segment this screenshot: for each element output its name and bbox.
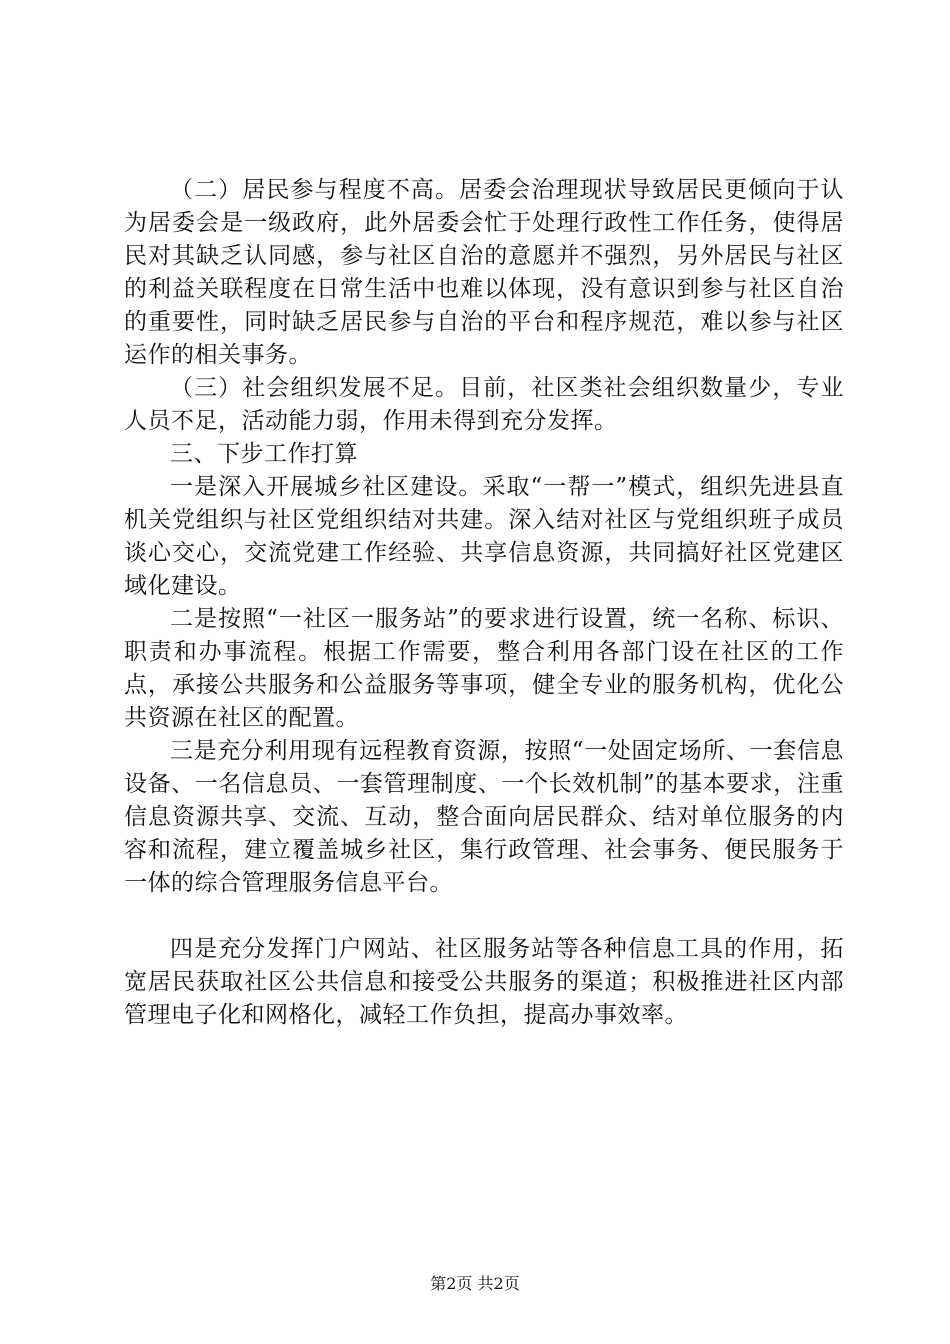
section-heading-next-steps: 三、下步工作打算 — [170, 441, 358, 467]
paragraph-social-organizations: （三）社会组织发展不足。目前，社区类社会组织数量少，专业人员不足，活动能力弱，作用未得到充分发挥。 — [124, 375, 844, 434]
paragraph-point-four: 四是充分发挥门户网站、社区服务站等各种信息工具的作用，拓宽居民获取社区公共信息和接受公共服务的渠道；积极推进社区内部管理电子化和网格化，减轻工作负担，提高办事效率。 — [124, 936, 844, 1028]
paragraph-point-one: 一是深入开展城乡社区建设。采取“一帮一”模式，组织先进县直机关党组织与社区党组织结对共建。深入结对社区与党组织班子成员谈心交心，交流党建工作经验、共享信息资源，共同搞好社区党建区域化建设。 — [124, 474, 844, 599]
page-footer: 第2页 共2页 — [430, 1274, 520, 1293]
paragraph-residents-participation: （二）居民参与程度不高。居委会治理现状导致居民更倾向于认为居委会是一级政府，此外居委会忙于处理行政性工作任务，使得居民对其缺乏认同感，参与社区自治的意愿并不强烈，另外居民与社区的利益关联程度在日常生活中也难以体现，没有意识到参与社区自治的重要性，同时缺乏居民参与自治的平台和程序规范，难以参与社区运作的相关事务。 — [124, 177, 844, 368]
paragraph-point-two: 二是按照“一社区一服务站”的要求进行设置，统一名称、标识、职责和办事流程。根据工作需要，整合利用各部门设在社区的工作点，承接公共服务和公益服务等事项，健全专业的服务机构，优化公共资源在社区的配置。 — [124, 606, 844, 731]
document-body — [124, 174, 844, 1032]
paragraph-point-three: 三是充分利用现有远程教育资源，按照“一处固定场所、一套信息设备、一名信息员、一套管理制度、一个长效机制”的基本要求，注重信息资源共享、交流、互动，整合面向居民群众、结对单位服务的内容和流程，建立覆盖城乡社区，集行政管理、社会事务、便民服务于一体的综合管理服务信息平台。 — [124, 738, 844, 896]
